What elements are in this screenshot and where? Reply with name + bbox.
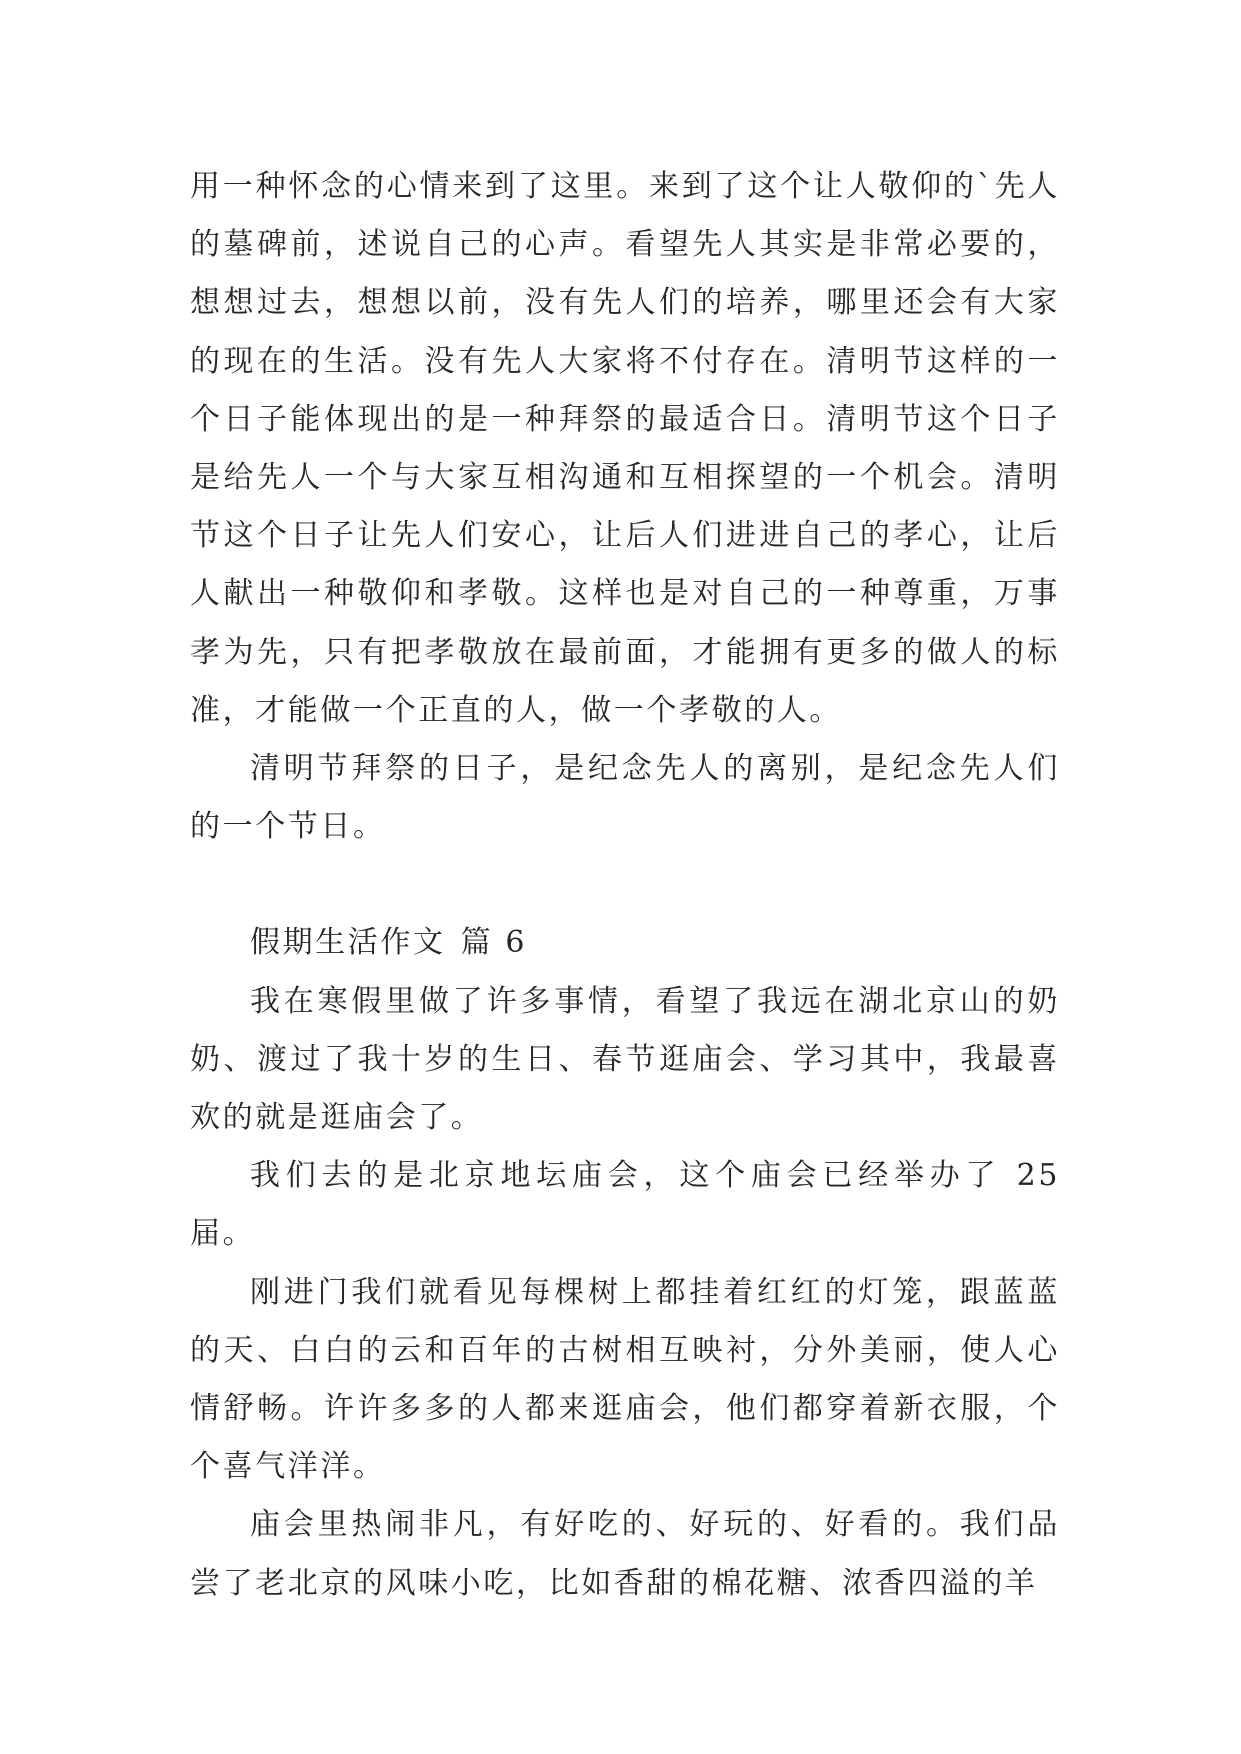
section-spacer (190, 856, 1060, 914)
paragraph-winter-break: 我在寒假里做了许多事情，看望了我远在湖北京山的奶奶、渡过了我十岁的生日、春节逛庙会、学习其中，我最喜欢的就是逛庙会了。 (190, 983, 1060, 1136)
section-heading-title: 假期生活作文 (250, 925, 446, 961)
section-heading-number: 篇 6 (460, 925, 528, 961)
paragraph-qingming-reflection: 用一种怀念的心情来到了这里。来到了这个让人敬仰的`先人的墓碑前，述说自己的心声。看望先人其实是非常必要的，想想过去，想想以前，没有先人们的培养，哪里还会有大家的现在的生活。没有先人大家将不付存在。清明节这样的一个日子能体现出的是一种拜祭的最适合日。清明节这个日子是给先人一个与大家互相沟通和互相探望的一个机会。清明节这个日子让先人们安心，让后人们进进自己的孝心，让后人献出一种敬仰和孝敬。这样也是对自己的一种尊重，万事孝为先，只有把孝敬放在最前面，才能拥有更多的做人的标准，才能做一个正直的人，做一个孝敬的人。 (190, 169, 1060, 728)
document-body (190, 158, 1060, 1613)
paragraph-snacks: 庙会里热闹非凡，有好吃的、好玩的、好看的。我们品尝了老北京的风味小吃，比如香甜的棉花糖、浓香四溢的羊 (190, 1507, 1060, 1601)
paragraph-ditan-temple-fair: 我们去的是北京地坛庙会，这个庙会已经举办了 25 届。 (190, 1158, 1060, 1252)
paragraph-qingming-closing: 清明节拜祭的日子，是纪念先人的离别，是纪念先人们的一个节日。 (190, 751, 1060, 845)
paragraph-red-lanterns: 刚进门我们就看见每棵树上都挂着红红的灯笼，跟蓝蓝的天、白白的云和百年的古树相互映衬，分外美丽，使人心情舒畅。许许多多的人都来逛庙会，他们都穿着新衣服，个个喜气洋洋。 (190, 1274, 1060, 1485)
section-heading (190, 914, 1060, 972)
